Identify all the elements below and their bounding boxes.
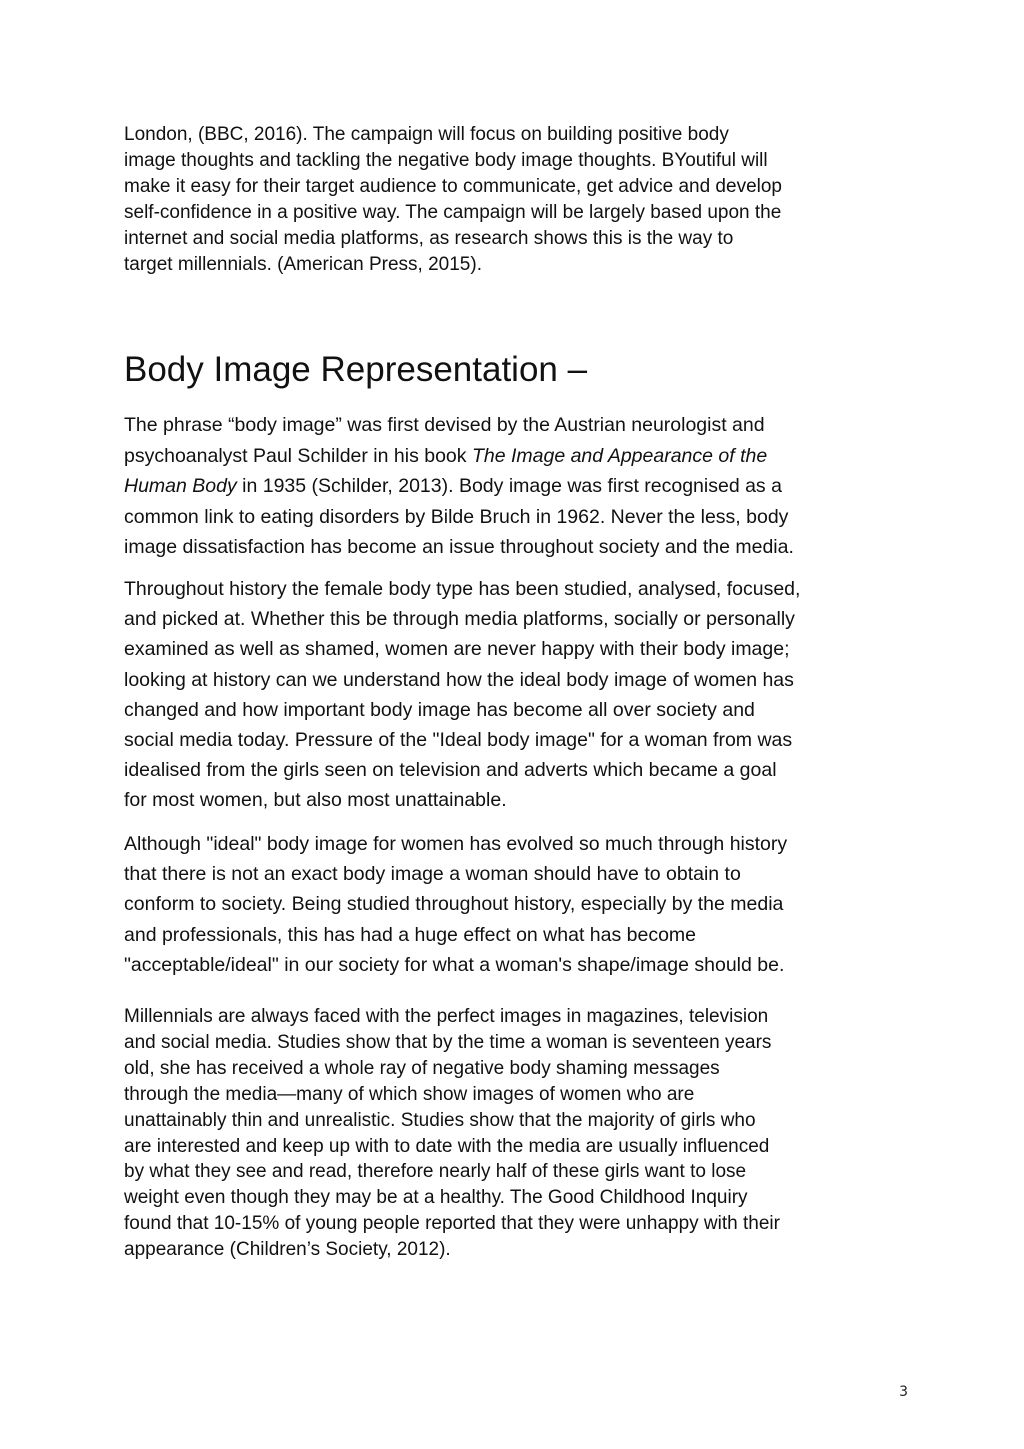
paragraph-line: "acceptable/ideal" in our society for what a woman's shape/image should be. bbox=[124, 953, 785, 976]
paragraph-line: appearance (Children’s Society, 2012). bbox=[124, 1239, 451, 1261]
paragraph-line bbox=[124, 471, 794, 502]
intro-line: self-confidence in a positive way. The campaign will be largely based upon the bbox=[124, 202, 782, 223]
paragraph-line: The phrase “body image” was first devised by the Austrian neurologist and bbox=[124, 414, 765, 436]
intro-line: make it easy for their target audience to communicate, get advice and develop bbox=[124, 176, 782, 197]
book-title-part-1: The Image and Appearance of the bbox=[471, 444, 768, 467]
paragraph-ideal-image bbox=[124, 829, 787, 980]
intro-line: image thoughts and tackling the negative body image thoughts. BYoutiful will bbox=[124, 150, 768, 171]
paragraph-millennials bbox=[124, 1004, 780, 1263]
section-heading: Body Image Representation – bbox=[124, 350, 588, 389]
paragraph-text: psychoanalyst Paul Schilder in his book bbox=[124, 444, 472, 467]
intro-line: internet and social media platforms, as research shows this is the way to bbox=[124, 228, 734, 249]
paragraph-text: in 1935 (Schilder, 2013). Body image was first recognised as a bbox=[236, 475, 782, 497]
paragraph-line: that there is not an exact body image a woman should have to obtain to bbox=[124, 863, 741, 886]
paragraph-line: Millennials are always faced with the perfect images in magazines, television bbox=[124, 1006, 769, 1027]
paragraph-line: Although "ideal" body image for women has evolved so much through history bbox=[124, 833, 788, 855]
paragraph-line: and social media. Studies show that by the time a woman is seventeen years bbox=[124, 1031, 772, 1053]
paragraph-line: weight even though they may be at a healthy. The Good Childhood Inquiry bbox=[124, 1187, 748, 1209]
page-number: 3 bbox=[899, 1384, 908, 1400]
intro-line: London, (BBC, 2016). The campaign will focus on building positive body bbox=[124, 124, 729, 145]
paragraph-line: found that 10-15% of young people reported that they were unhappy with their bbox=[124, 1213, 780, 1235]
paragraph-line: changed and how important body image has become all over society and bbox=[124, 698, 755, 721]
paragraph-body-image-origin bbox=[124, 410, 794, 563]
paragraph-line: and picked at. Whether this be through media platforms, socially or personally bbox=[124, 608, 795, 631]
paragraph-line: Throughout history the female body type has been studied, analysed, focused, bbox=[124, 578, 801, 600]
paragraph-line: unattainably thin and unrealistic. Studies show that the majority of girls who bbox=[124, 1109, 756, 1131]
book-title-part-2: Human Body bbox=[124, 475, 237, 497]
paragraph-line: social media today. Pressure of the "Ideal body image" for a woman from was bbox=[124, 729, 793, 752]
paragraph-line: by what they see and read, therefore nearly half of these girls want to lose bbox=[124, 1161, 747, 1183]
paragraph-line: conform to society. Being studied throughout history, especially by the media bbox=[124, 893, 784, 916]
intro-paragraph bbox=[124, 122, 782, 278]
paragraph-line: are interested and keep up with to date with the media are usually influenced bbox=[124, 1135, 770, 1157]
paragraph-line: for most women, but also most unattainable. bbox=[124, 789, 507, 812]
paragraph-line: through the media—many of which show images of women who are bbox=[124, 1083, 695, 1105]
paragraph-line bbox=[124, 441, 794, 472]
paragraph-line: old, she has received a whole ray of negative body shaming messages bbox=[124, 1057, 720, 1079]
paragraph-line: idealised from the girls seen on television and adverts which became a goal bbox=[124, 759, 777, 782]
paragraph-line: common link to eating disorders by Bilde Bruch in 1962. Never the less, body bbox=[124, 505, 789, 528]
paragraph-line: examined as well as shamed, women are never happy with their body image; bbox=[124, 638, 790, 661]
intro-line: target millennials. (American Press, 2015). bbox=[124, 254, 482, 275]
paragraph-line: image dissatisfaction has become an issue throughout society and the media. bbox=[124, 536, 794, 558]
paragraph-line: looking at history can we understand how the ideal body image of women has bbox=[124, 668, 794, 691]
paragraph-history bbox=[124, 574, 800, 816]
paragraph-line: and professionals, this has had a huge effect on what has become bbox=[124, 923, 697, 946]
